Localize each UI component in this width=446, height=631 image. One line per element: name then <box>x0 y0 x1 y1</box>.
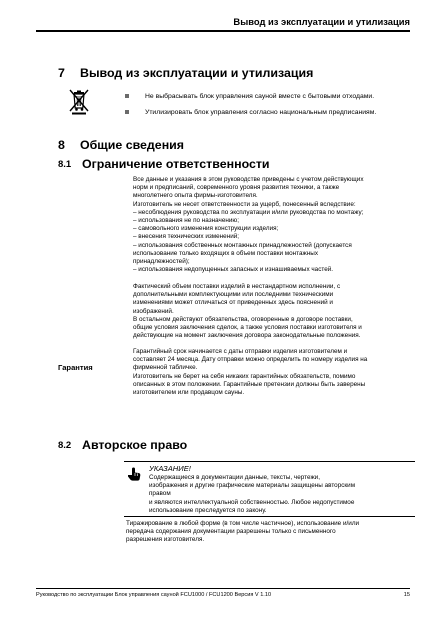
text-line: – использования собственных монтажных принадлежностей (допускается <box>133 241 352 249</box>
text-line: – несоблюдения руководства по эксплуатации и/или руководства по монтажу; <box>133 208 364 216</box>
notice-hand-pointer-icon <box>126 466 142 482</box>
disposal-bullet-1: Не выбрасывать блок управления сауной вместе с бытовыми отходами. <box>124 89 414 105</box>
liability-paragraph-1 <box>133 176 415 274</box>
crossed-out-wheelie-bin-icon <box>68 89 90 115</box>
text-line: Гарантийный срок начинается с даты отправки изделия изготовителем и <box>133 348 348 355</box>
header-rule <box>36 30 410 32</box>
text-line: составляет 24 месяца. Дату отправки можно определить по номеру изделия на <box>133 356 368 364</box>
text-line: фирменной табличке. <box>133 364 198 372</box>
notice-top-rule <box>124 461 415 462</box>
text-line: – использования недопущенных запасных и изнашиваемых частей. <box>133 266 334 274</box>
notice-bottom-rule <box>124 516 415 517</box>
text-line: разрешения изготовителя. <box>126 536 205 544</box>
text-line: принадлежностей); <box>133 258 190 266</box>
notice-text <box>149 474 409 515</box>
page-number: 15 <box>403 592 410 598</box>
warranty-paragraph <box>133 348 415 397</box>
section-8-2-number: 8.2 <box>58 440 72 451</box>
section-8-2-heading <box>58 438 187 452</box>
footer-rule <box>36 588 410 589</box>
warranty-label: Гарантия <box>58 363 93 372</box>
text-line: Все данные и указания в этом руководстве приведены с учетом действующих <box>133 176 364 183</box>
text-line: правом <box>149 490 171 498</box>
text-line: дополнительными комплектующими или последними техническими <box>133 291 334 299</box>
disposal-bullet-2: Утилизировать блок управления согласно национальным предписаниям. <box>124 105 414 121</box>
section-7-number: 7 <box>58 66 65 80</box>
text-line: использование преследуется по закону. <box>149 506 267 514</box>
copyright-paragraph <box>126 520 408 545</box>
text-line: Изготовитель не несет ответственности за ущерб, понесенный вследствие: <box>133 200 356 208</box>
section-8-1-heading <box>58 157 270 171</box>
section-7-title: Вывод из эксплуатации и утилизация <box>80 66 314 80</box>
text-line: многолетнего опыта фирмы-изготовителя. <box>133 192 258 200</box>
text-line: использование только входящих в объем поставки монтажных <box>133 249 319 257</box>
text-line: и являются интеллектуальной собственностью. Любое недопустимое <box>149 498 355 506</box>
text-line: изготовителем или продавцом сауны. <box>133 389 245 397</box>
text-line: действующие на момент заключения договора законодательные положения. <box>133 332 361 340</box>
text-line: изменениями может отличаться от приведенных здесь пояснений и <box>133 299 333 307</box>
text-line: Фактический объем поставки изделий в нестандартном исполнении, с <box>133 283 341 290</box>
text-line: передача содержания документации разрешены только с письменного <box>126 528 336 536</box>
section-8-title: Общие сведения <box>80 138 185 152</box>
liability-paragraph-2 <box>133 283 415 340</box>
text-line: Тиражирование в любой форме (в том числе частичное), использование и/или <box>126 520 360 527</box>
text-line: общие условия заключения сделок, а также условия поставки изготовителя и <box>133 324 362 332</box>
text-line: норм и предписаний, современного уровня развития техники, а также <box>133 184 340 192</box>
text-line: описанных в этом положении. Гарантийные претензии должны быть заверены <box>133 380 366 388</box>
section-7-heading <box>58 66 313 80</box>
text-line: – использования не по назначению; <box>133 217 239 225</box>
section-8-2-title: Авторское право <box>82 438 188 452</box>
text-line: изображения и другие графические материалы защищены авторским <box>149 482 356 490</box>
section-8-number: 8 <box>58 138 65 152</box>
text-line: В остальном действуют обязательства, оговоренные в договоре поставки, <box>133 315 353 323</box>
footer-document-title: Руководство по эксплуатации Блок управления сауной FCU1000 / FCU1200 Версия V 1.10 <box>36 592 272 598</box>
running-header-title: Вывод из эксплуатации и утилизация <box>233 16 410 27</box>
section-8-heading <box>58 138 184 152</box>
disposal-bullet-list <box>124 89 414 121</box>
text-line: Содержащиеся в документации данные, тексты, чертежи, <box>149 474 320 481</box>
text-line: – внесения технических изменений; <box>133 233 240 241</box>
notice-title: УКАЗАНИЕ! <box>149 464 191 473</box>
text-line: изображений. <box>133 307 174 315</box>
text-line: Изготовитель не берет на себя никаких гарантийных обязательств, помимо <box>133 372 356 380</box>
text-line: – самовольного изменения конструкции изделия; <box>133 225 279 233</box>
section-8-1-title: Ограничение ответственности <box>82 157 270 171</box>
section-8-1-number: 8.1 <box>58 159 72 170</box>
